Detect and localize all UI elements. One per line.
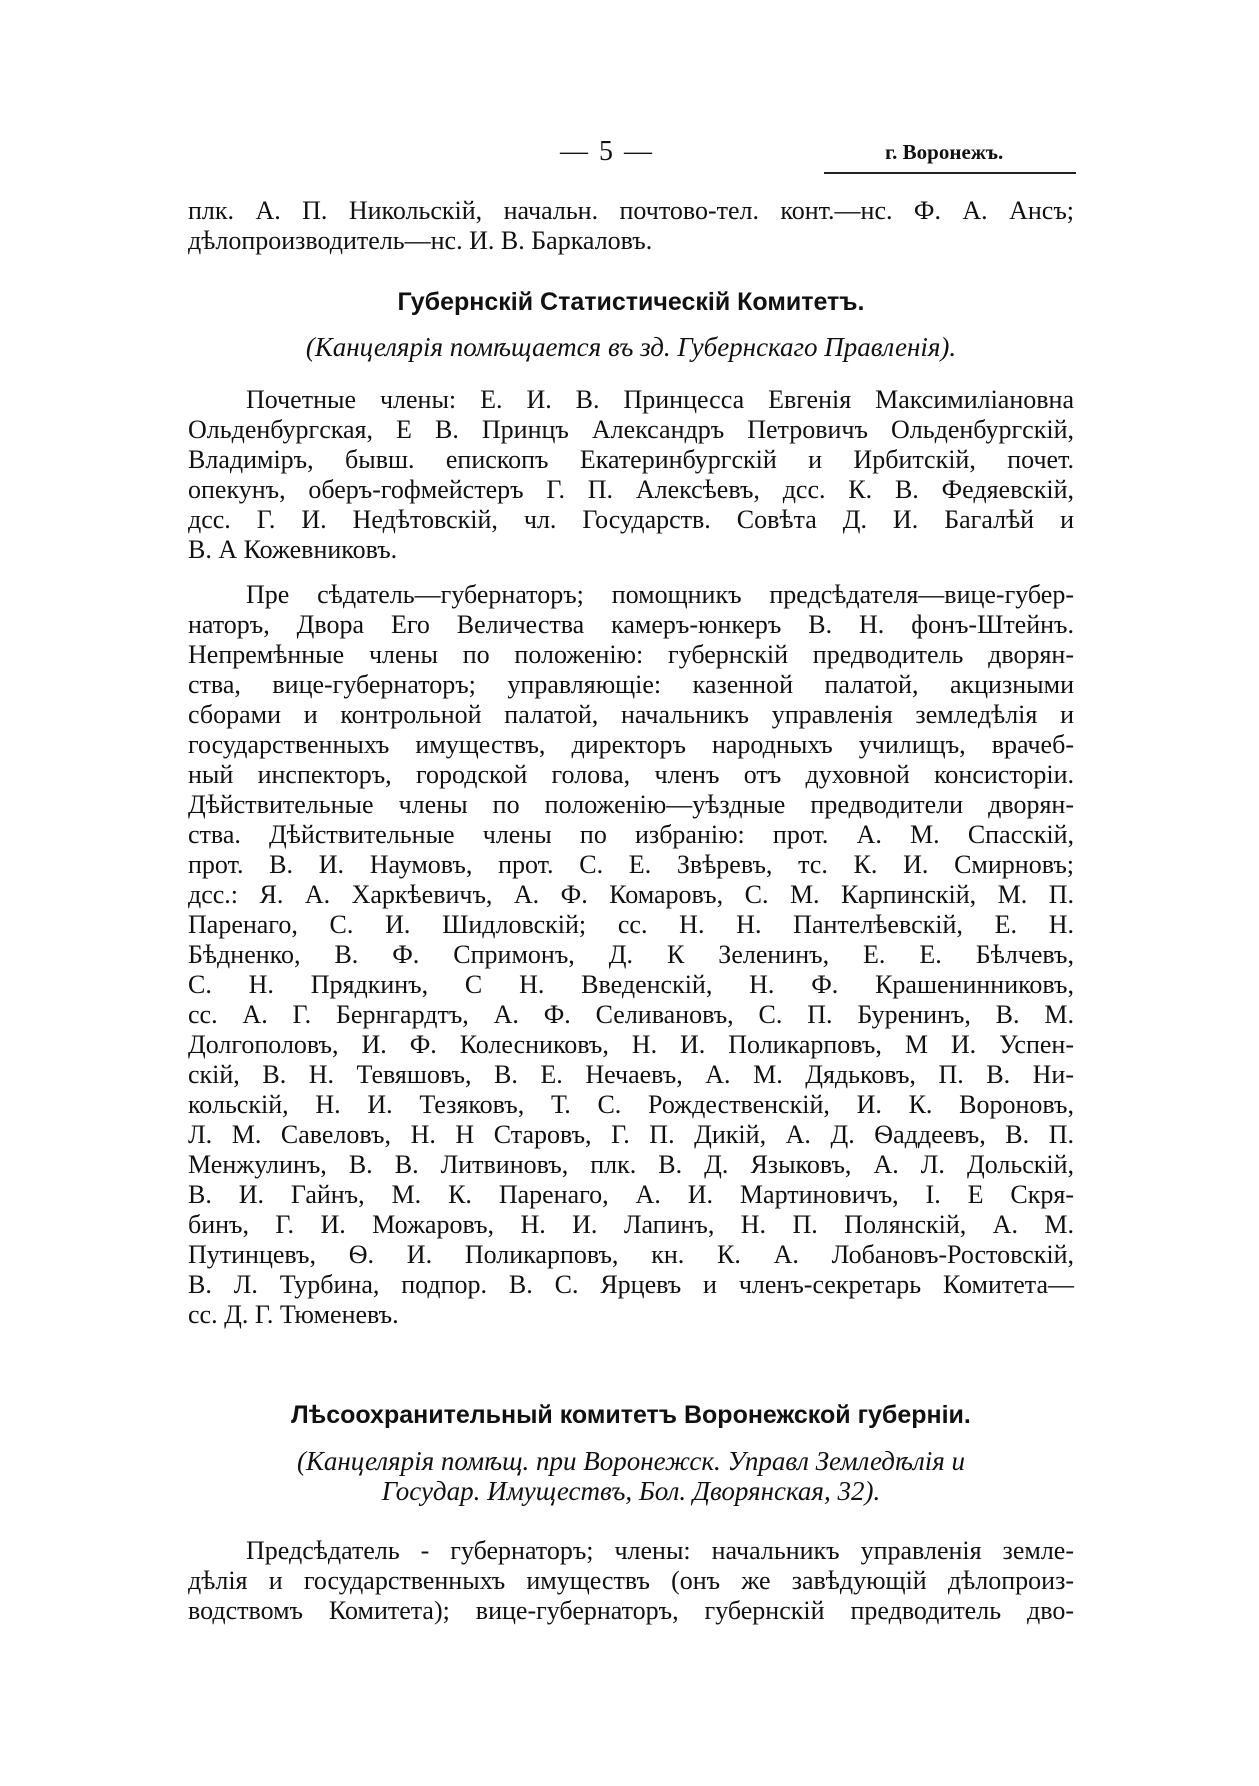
text-line: ства. Дѣйствительные члены по избранію: прот. А. М. Спасскій,: [188, 820, 1074, 849]
text-line: Менжулинъ, В. В. Литвиновъ, плк. В. Д. Языковъ, А. Л. Дольскій,: [188, 1150, 1074, 1179]
text-line: Долгополовъ, И. Ф. Колесниковъ, Н. И. Поликарповъ, М И. Успен-: [188, 1030, 1074, 1059]
text-line: Л. М. Савеловъ, Н. Н Старовъ, Г. П. Дикій, А. Д. Ѳаддеевъ, В. П.: [188, 1120, 1074, 1149]
text-line: сс. Д. Г. Тюменевъ.: [188, 1300, 399, 1329]
section-note-forest-committee: (Канцелярія помѣщ. при Воронежск. Управл Земледѣлія и Государ. Имуществъ, Бол. Дворянская, 32).: [296, 1446, 966, 1506]
text-line: С. Н. Прядкинъ, С Н. Введенскій, Н. Ф. Крашенинниковъ,: [188, 970, 1074, 999]
text-line: дѣлопроизводитель—нс. И. В. Баркаловъ.: [188, 226, 653, 255]
text-line: В. Л. Турбина, подпор. В. С. Ярцевъ и членъ-секретарь Комитета—: [188, 1270, 1074, 1299]
text-line: Предсѣдатель - губернаторъ; члены: начальникъ управленія земле-: [246, 1536, 1074, 1565]
text-line: дѣлія и государственныхъ имуществъ (онъ же завѣдующій дѣлопроиз-: [188, 1566, 1074, 1595]
text-line: сборами и контрольной палатой, начальникъ управленія земледѣлія и: [188, 700, 1074, 729]
text-line: Паренаго, С. И. Шидловскій; сс. Н. Н. Пантелѣевскій, Е. Н.: [188, 910, 1074, 939]
section-heading-forest-committee: Лѣсоохранительный комитетъ Воронежской губерніи.: [291, 1401, 971, 1429]
running-head: г. Воронежъ.: [885, 140, 1004, 164]
text-line: прот. В. И. Наумовъ, прот. С. Е. Звѣревъ, тс. К. И. Смирновъ;: [188, 850, 1074, 879]
text-line: наторъ, Двора Его Величества камеръ-юнкеръ В. Н. фонъ-Штейнъ.: [188, 610, 1074, 639]
text-line: ства, вице-губернаторъ; управляющіе: казенной палатой, акцизными: [188, 670, 1074, 699]
section-note-statistical-committee: (Канцелярія помѣщается въ зд. Губернскаго Правленія).: [305, 332, 957, 362]
continuation-paragraph: [188, 196, 1074, 256]
text-line: Путинцевъ, Ѳ. И. Поликарповъ, кн. К. А. Лобановъ-Ростовскій,: [188, 1240, 1074, 1269]
text-line: сс. А. Г. Бернгардтъ, А. Ф. Селивановъ, С. П. Буренинъ, В. М.: [188, 1000, 1074, 1029]
text-line: опекунъ, оберъ-гофмейстеръ Г. П. Алексѣевъ, дсс. К. В. Федяевскій,: [188, 475, 1074, 504]
text-line: плк. А. П. Никольскій, начальн. почтово-тел. конт.—нс. Ф. А. Ансъ;: [188, 196, 1074, 225]
text-line: В. А Кожевниковъ.: [188, 535, 398, 564]
text-line: водствомъ Комитета); вице-губернаторъ, губернскій предводитель дво-: [188, 1596, 1074, 1625]
text-line: Пре сѣдатель—губернаторъ; помощникъ предсѣдателя—вице-губер-: [246, 580, 1074, 609]
text-line: Дѣйствительные члены по положенію—уѣздные предводители дворян-: [188, 790, 1074, 819]
section-heading-statistical-committee: Губернскій Статистическій Комитетъ.: [397, 288, 865, 316]
text-line: бинъ, Г. И. Можаровъ, Н. И. Лапинъ, Н. П. Полянскій, А. М.: [188, 1210, 1074, 1239]
text-line: государственныхъ имуществъ, директоръ народныхъ училищъ, врачеб-: [188, 730, 1074, 759]
header-rule: [824, 172, 1076, 174]
text-line: Почетные члены: Е. И. В. Принцесса Евгенія Максимиліановна: [246, 385, 1074, 414]
text-line: дсс.: Я. А. Харкѣевичъ, А. Ф. Комаровъ, С. М. Карпинскій, М. П.: [188, 880, 1074, 909]
text-line: ный инспекторъ, городской голова, членъ отъ духовной консисторіи.: [188, 760, 1074, 789]
text-line: кольскій, Н. И. Тезяковъ, Т. С. Рождественскій, И. К. Вороновъ,: [188, 1090, 1074, 1119]
honorary-members-paragraph: [188, 385, 1074, 565]
text-line: Бѣдненко, В. Ф. Спримонъ, Д. К Зеленинъ, Е. Е. Бѣлчевъ,: [188, 940, 1074, 969]
text-line: скій, В. Н. Тевяшовъ, В. Е. Нечаевъ, А. М. Дядьковъ, П. В. Ни-: [188, 1060, 1074, 1089]
text-line: Владиміръ, бывш. епископъ Екатеринбургскій и Ирбитскій, почет.: [188, 445, 1074, 474]
text-line: Ольденбургская, Е В. Принцъ Александръ Петровичъ Ольденбургскій,: [188, 415, 1074, 444]
page-number: — 5 —: [560, 136, 654, 167]
text-line: дсс. Г. И. Недѣтовскій, чл. Государств. Совѣта Д. И. Багалѣй и: [188, 505, 1074, 534]
forest-committee-paragraph: [188, 1536, 1074, 1626]
members-paragraph: [188, 580, 1074, 1330]
text-line: В. И. Гайнъ, М. К. Паренаго, А. И. Мартиновичъ, І. Е Скря-: [188, 1180, 1074, 1209]
text-line: Непремѣнные члены по положенію: губернскій предводитель дворян-: [188, 640, 1074, 669]
